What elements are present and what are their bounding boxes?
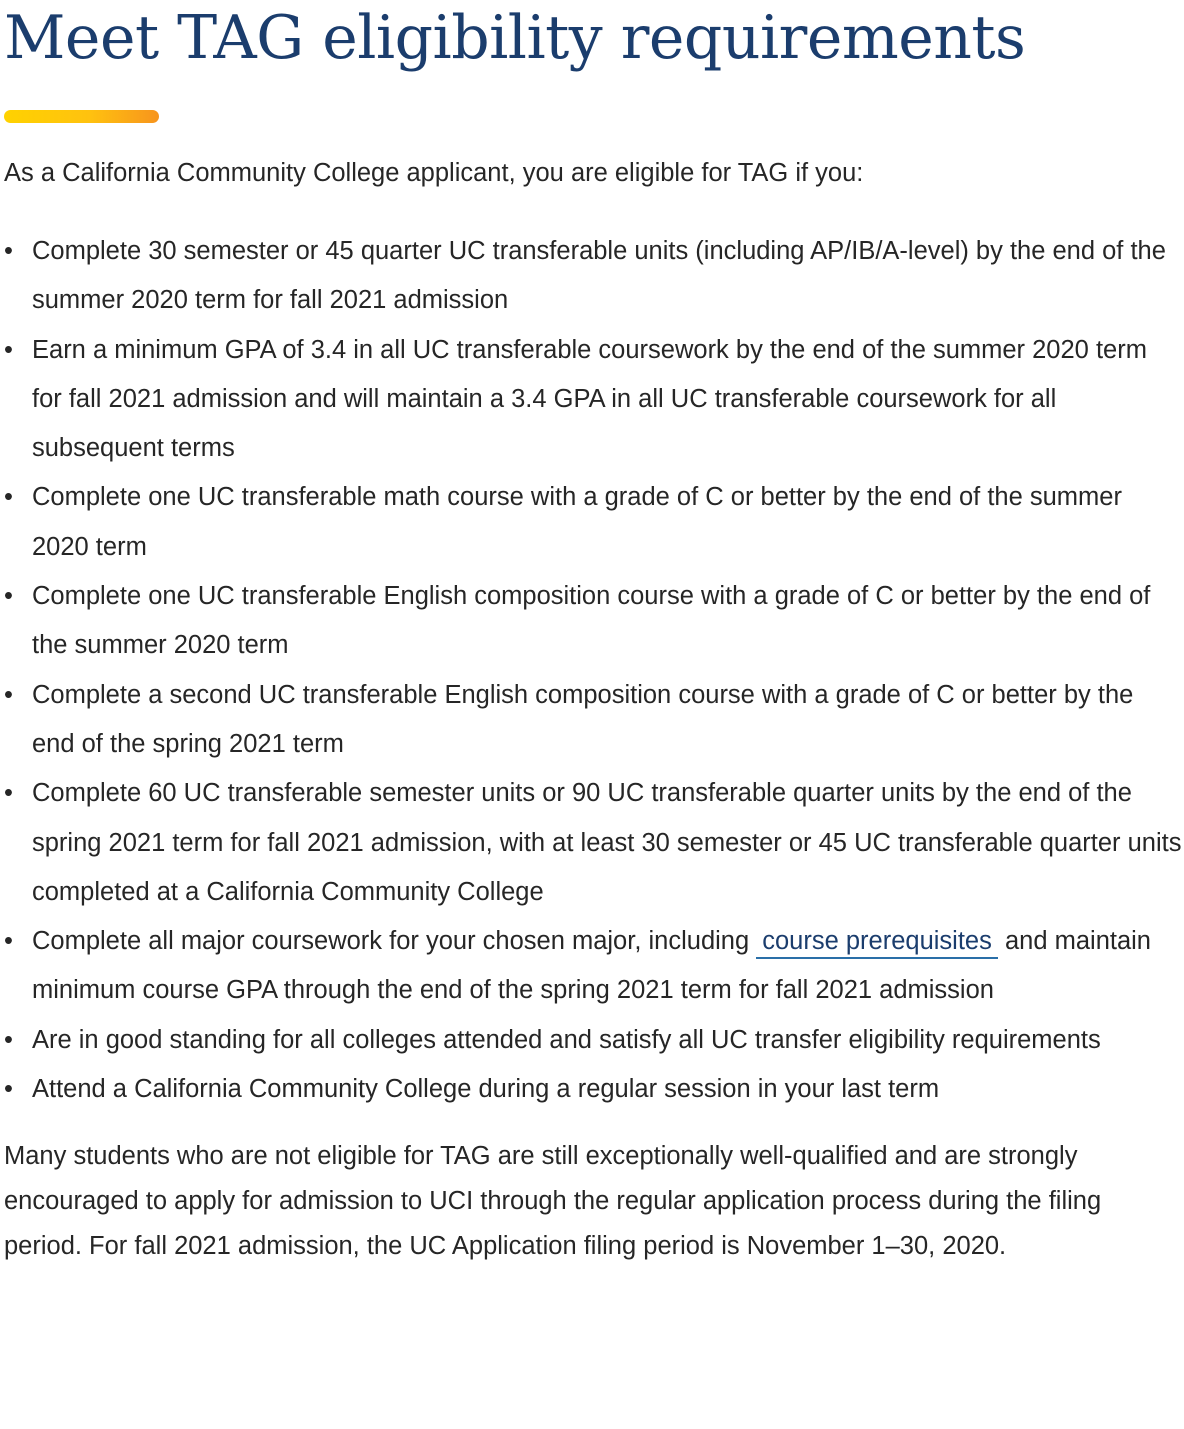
- requirement-item: [4, 1016, 1182, 1065]
- requirement-item: [4, 326, 1182, 474]
- requirement-text: Complete a second UC transferable English composition course with a grade of C or better by the end of the spring 2021 term: [32, 680, 1134, 758]
- requirement-text: Are in good standing for all colleges attended and satisfy all UC transfer eligibility requirements: [32, 1025, 1101, 1054]
- bullet-icon: •: [4, 483, 13, 512]
- requirement-text: Attend a California Community College during a regular session in your last term: [32, 1075, 940, 1104]
- requirement-item: [4, 473, 1182, 572]
- page-title: Meet TAG eligibility requirements: [4, 3, 1026, 73]
- requirement-text: Complete one UC transferable English composition course with a grade of C or better by the end of the summer 2020 term: [32, 582, 1151, 660]
- bullet-icon: •: [4, 779, 13, 808]
- requirement-text-after-link: and maintain minimum course GPA through the end of the spring 2021 term for fall 2021 admission: [32, 927, 1151, 1005]
- bullet-icon: •: [4, 927, 13, 956]
- requirement-text: Earn a minimum GPA of 3.4 in all UC transferable coursework by the end of the summer 2020 term for fall 2021 admission and will maintain a 3.4 GPA in all UC transferable coursework for all subsequent terms: [32, 335, 1147, 463]
- requirements-list: [4, 227, 1182, 1114]
- requirement-item: [4, 917, 1182, 1016]
- requirement-item: [4, 769, 1182, 917]
- bullet-icon: •: [4, 1075, 13, 1104]
- outro-text: Many students who are not eligible for TAG are still exceptionally well-qualified and are strongly encouraged to apply for admission to UCI through the regular application process during the filing period. For fall 2021 admission, the UC Application filing period is November 1–30, 2020.: [4, 1142, 1102, 1261]
- bullet-icon: •: [4, 335, 13, 364]
- requirement-item: [4, 671, 1182, 770]
- requirement-item: [4, 1065, 1182, 1114]
- intro-text: As a California Community College applicant, you are eligible for TAG if you:: [4, 159, 864, 187]
- bullet-icon: •: [4, 1025, 13, 1054]
- requirement-item: [4, 572, 1182, 671]
- content: [4, 0, 1182, 1269]
- requirement-item: [4, 227, 1182, 326]
- requirement-text: Complete 30 semester or 45 quarter UC transferable units (including AP/IB/A-level) by the end of the summer 2020 term for fall 2021 admission: [32, 237, 1166, 315]
- course-prerequisites-link[interactable]: course prerequisites: [756, 927, 998, 959]
- bullet-icon: •: [4, 582, 13, 611]
- requirement-text: Complete one UC transferable math course with a grade of C or better by the end of the summer 2020 term: [32, 483, 1122, 561]
- requirement-text-before-link: Complete all major coursework for your chosen major, including: [32, 927, 750, 956]
- bullet-icon: •: [4, 680, 13, 709]
- title-accent-bar: [4, 110, 159, 123]
- requirement-text: Complete 60 UC transferable semester units or 90 UC transferable quarter units by the end of the spring 2021 term for fall 2021 admission, with at least 30 semester or 45 UC transferable quarter units completed at a California Community College: [32, 779, 1182, 906]
- bullet-icon: •: [4, 237, 13, 265]
